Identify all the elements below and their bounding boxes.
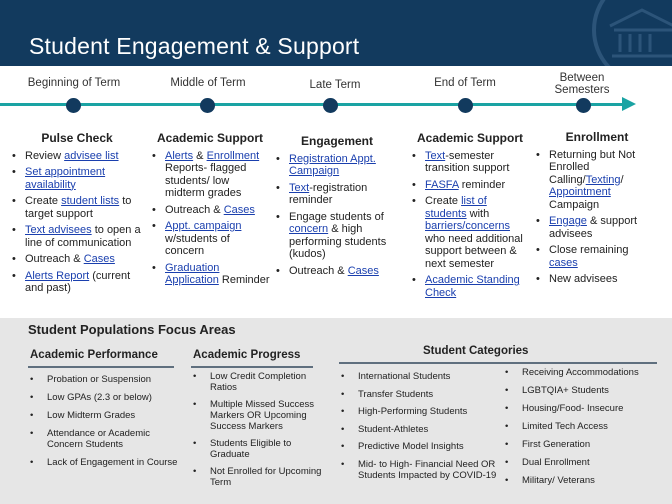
list-item [10,150,144,163]
item-link[interactable]: Text [425,149,446,162]
list-item [410,195,530,270]
list-item: • Attendance or Academic Concern Students [28,428,188,450]
list-item [534,273,660,286]
timeline-dot [200,98,215,113]
item-text: & support advisees [549,215,638,240]
list-item [150,204,270,217]
item-text: Create [25,195,62,207]
item-link[interactable]: Alerts [165,149,194,162]
item-text: Campaign [549,198,600,211]
item-text: Review [25,149,65,162]
list-item: • Receiving Accommodations [503,367,653,378]
item-link[interactable]: cases [549,256,578,269]
item-text: Reminder [218,274,270,286]
item-link[interactable]: list of students [425,195,487,220]
column-title: Pulse Check [41,131,113,145]
item-text: reminder [458,178,506,191]
item-link[interactable]: Engage [549,215,587,227]
list-item: • Military/ Veterans [503,475,653,486]
list-item [410,150,530,175]
list-item: • Multiple Missed Success Markers OR Upcoming Success Markers [191,399,331,432]
student-categories-right-list [503,367,653,493]
column-academic-support-mid [150,132,270,291]
list-item: • LGBTQIA+ Students [503,385,653,396]
list-item [274,153,400,178]
column-enrollment [534,131,660,290]
timeline-dot [458,98,473,113]
list-item: • Transfer Students [339,389,499,400]
item-link[interactable]: advisee list [64,149,119,162]
list-item [150,220,270,258]
item-link[interactable]: concern [289,223,329,235]
academic-progress-list [191,371,331,494]
item-link[interactable]: Text advisees [25,224,92,236]
column-academic-support-end [410,132,530,303]
list-item [534,215,660,240]
item-text: with [466,207,490,220]
page-title: Student Engagement & Support [29,33,360,59]
item-text: -registration reminder [289,181,368,206]
item-text: Outreach & [165,203,224,216]
list-item [10,270,144,295]
populations-title: Student Populations Focus Areas [28,322,236,337]
item-link[interactable]: Appt. campaign [165,220,242,232]
item-text: w/students of concern [165,232,230,257]
academic-progress-heading: Academic Progress [193,349,301,361]
item-link[interactable]: Cases [223,203,255,216]
timeline-label-middle: Middle of Term [170,77,246,89]
list-item [534,149,660,212]
list-item: • Low Midterm Grades [28,410,188,421]
list-item: • Mid- to High- Financial Need OR Students Impacted by COVID-19 [339,459,499,481]
item-text: -semester transition support [425,149,510,174]
list-item [10,195,144,220]
building-logo-icon [588,0,672,66]
timeline-label-end: End of Term [434,77,496,89]
item-link[interactable]: Cases [83,253,115,265]
list-item [10,253,144,266]
list-item: • Low GPAs (2.3 or below) [28,392,188,403]
list-item [410,274,530,299]
item-text: Reports- flagged students/ low midterm grades [165,162,247,199]
list-item: • Lack of Engagement in Course [28,457,188,468]
list-item [410,179,530,192]
list-item: • Limited Tech Access [503,421,653,432]
timeline-label-between: Between Semesters [554,72,610,96]
list-item [10,224,144,249]
item-text: Close remaining [549,244,629,256]
list-item: • Housing/Food- Insecure [503,403,653,414]
item-text: Engage students of [289,210,384,223]
list-item [274,211,400,261]
column-pulse-check [10,132,144,299]
timeline-dot [576,98,591,113]
list-item [534,244,660,269]
item-link[interactable]: Text [289,181,310,194]
item-link[interactable]: Appointment [549,186,611,198]
heading-rule [28,366,174,368]
title-banner [0,0,672,66]
item-text: Outreach & [25,253,84,265]
item-text: / [620,173,624,186]
item-link[interactable]: Enrollment [206,149,260,162]
item-text: Create [425,195,462,207]
list-item: • Not Enrolled for Upcoming Term [191,466,331,488]
list-item [10,166,144,191]
item-link[interactable]: Set appointment availability [25,166,106,191]
column-list [534,149,660,286]
item-link[interactable]: Registration Appt. Campaign [289,152,376,177]
item-text: to target support [25,195,132,220]
item-link[interactable]: Academic Standing Check [425,274,520,299]
item-text: New advisees [549,273,618,285]
column-engagement [274,135,400,281]
item-link[interactable]: student lists [61,195,120,207]
item-text: who need additional support between & next semester [425,232,523,270]
list-item: • International Students [339,371,499,382]
list-item [274,182,400,207]
timeline-dot [323,98,338,113]
heading-rule [339,362,657,364]
column-list [410,150,530,300]
timeline-label-beginning: Beginning of Term [27,77,121,89]
item-text: & high performing students (kudos) [289,223,387,260]
item-link[interactable]: Graduation Application [165,261,220,286]
column-list [150,150,270,287]
column-title: Enrollment [565,130,629,144]
item-text: (current and past) [25,269,131,294]
item-link[interactable]: barriers/concerns [425,220,510,232]
list-item: • First Generation [503,439,653,450]
list-item: • Predictive Model Insights [339,441,499,452]
item-text: to open a line of communication [25,224,141,249]
list-item [150,150,270,200]
item-text: Outreach & [289,264,348,277]
item-text: & [193,149,207,162]
column-list [10,150,144,295]
timeline-line [0,103,628,106]
list-item: • High-Performing Students [339,406,499,417]
list-item: • Student-Athletes [339,424,499,435]
academic-performance-list [28,374,188,475]
column-title: Engagement [300,134,373,148]
list-item: • Low Credit Completion Ratios [191,371,331,393]
list-item [150,262,270,287]
item-link[interactable]: FASFA [425,178,459,191]
item-link[interactable]: Cases [347,264,379,277]
list-item: • Dual Enrollment [503,457,653,468]
column-list [274,153,400,278]
column-title: Academic Support [416,131,524,145]
list-item [274,265,400,278]
heading-rule [191,366,313,368]
column-title: Academic Support [156,131,264,145]
timeline-dot [66,98,81,113]
timeline-label-late: Late Term [309,79,361,91]
academic-performance-heading: Academic Performance [30,349,158,361]
list-item: • Students Eligible to Graduate [191,438,331,460]
item-text: Returning but Not Enrolled Calling/ [549,148,636,186]
student-categories-heading: Student Categories [423,345,529,357]
student-categories-left-list [339,371,499,487]
timeline-arrow-icon [622,97,636,111]
list-item: • Probation or Suspension [28,374,188,385]
item-link[interactable]: Texting [585,173,621,186]
item-link[interactable]: Alerts Report [25,269,90,282]
